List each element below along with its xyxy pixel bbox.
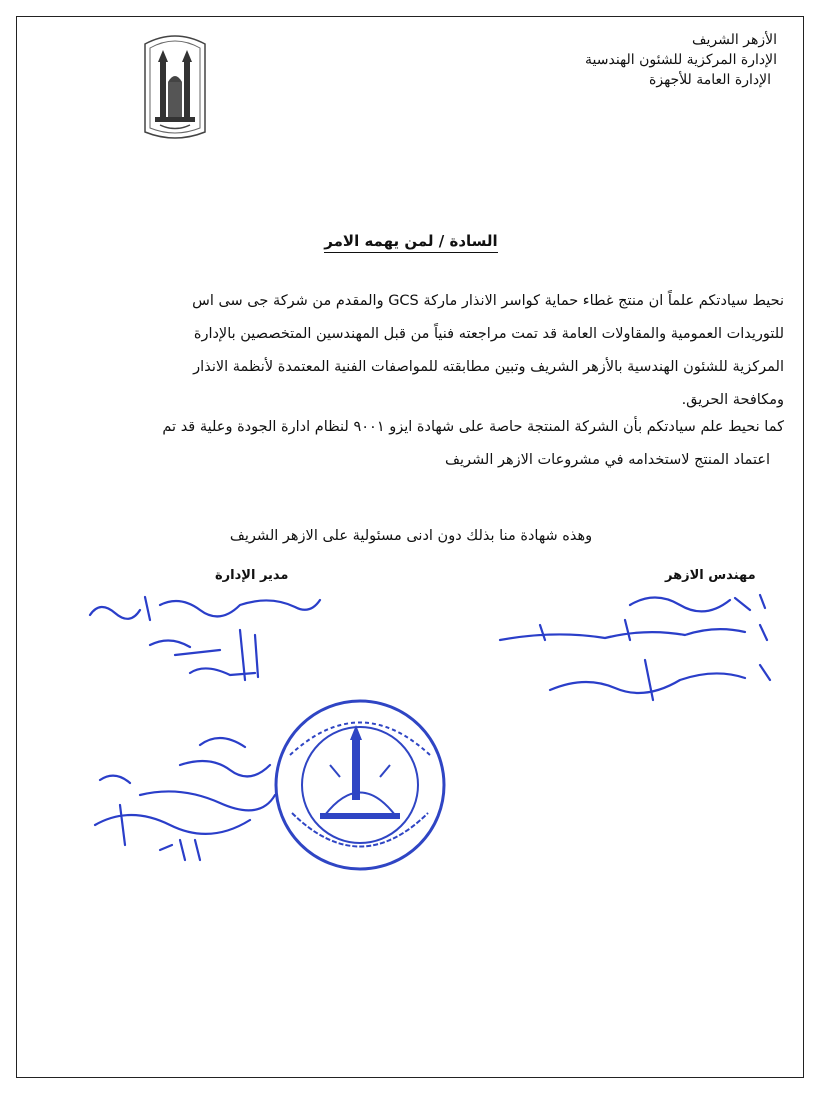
letter-body <box>40 285 784 477</box>
header-line-1: الأزهر الشريف <box>692 32 777 48</box>
official-seal-icon <box>270 695 450 875</box>
header-line-3: الإدارة العامة للأجهزة <box>649 72 771 88</box>
paragraph-2 <box>40 411 784 477</box>
header-line-2: الإدارة المركزية للشئون الهندسية <box>585 52 777 68</box>
para2-line-1: كما نحيط علم سيادتكم بأن الشركة المنتجة حاصة على شهادة ايزو ٩٠٠١ لنظام ادارة الجودة وعلية قد تم <box>162 419 784 435</box>
para1-line-3: المركزية للشئون الهندسية بالأزهر الشريف وتبين مطابقته للمواصفات الفنية المعتمدة لأنظمة الانذار <box>193 359 784 375</box>
engineer-label: مهندس الازهر <box>665 568 756 583</box>
engineer-signatures <box>495 580 785 715</box>
letter-title: السادة / لمن يهمه الامر <box>0 232 822 250</box>
para1-line-4: ومكافحة الحريق. <box>681 392 784 408</box>
para1-line-2: للتوريدات العمومية والمقاولات العامة قد تمت مراجعته فنياً من قبل المهندسين المتخصصين بالإدارة <box>193 326 784 342</box>
paragraph-1 <box>40 285 784 417</box>
page-border <box>16 16 804 1078</box>
closing-statement: وهذه شهادة منا بذلك دون ادنى مسئولية على الازهر الشريف <box>229 528 593 544</box>
al-azhar-logo-icon <box>140 32 210 142</box>
director-label: مدير الإدارة <box>215 568 289 583</box>
letterhead <box>517 30 777 90</box>
additional-signatures <box>80 725 280 865</box>
para2-line-2: اعتماد المنتج لاستخدامه في مشروعات الازهر الشريف <box>444 452 770 468</box>
para1-line-1: نحيط سيادتكم علماً ان منتج غطاء حماية كواسر الانذار ماركة GCS والمقدم من شركة جى سى اس <box>192 293 784 309</box>
director-signature <box>80 585 340 695</box>
